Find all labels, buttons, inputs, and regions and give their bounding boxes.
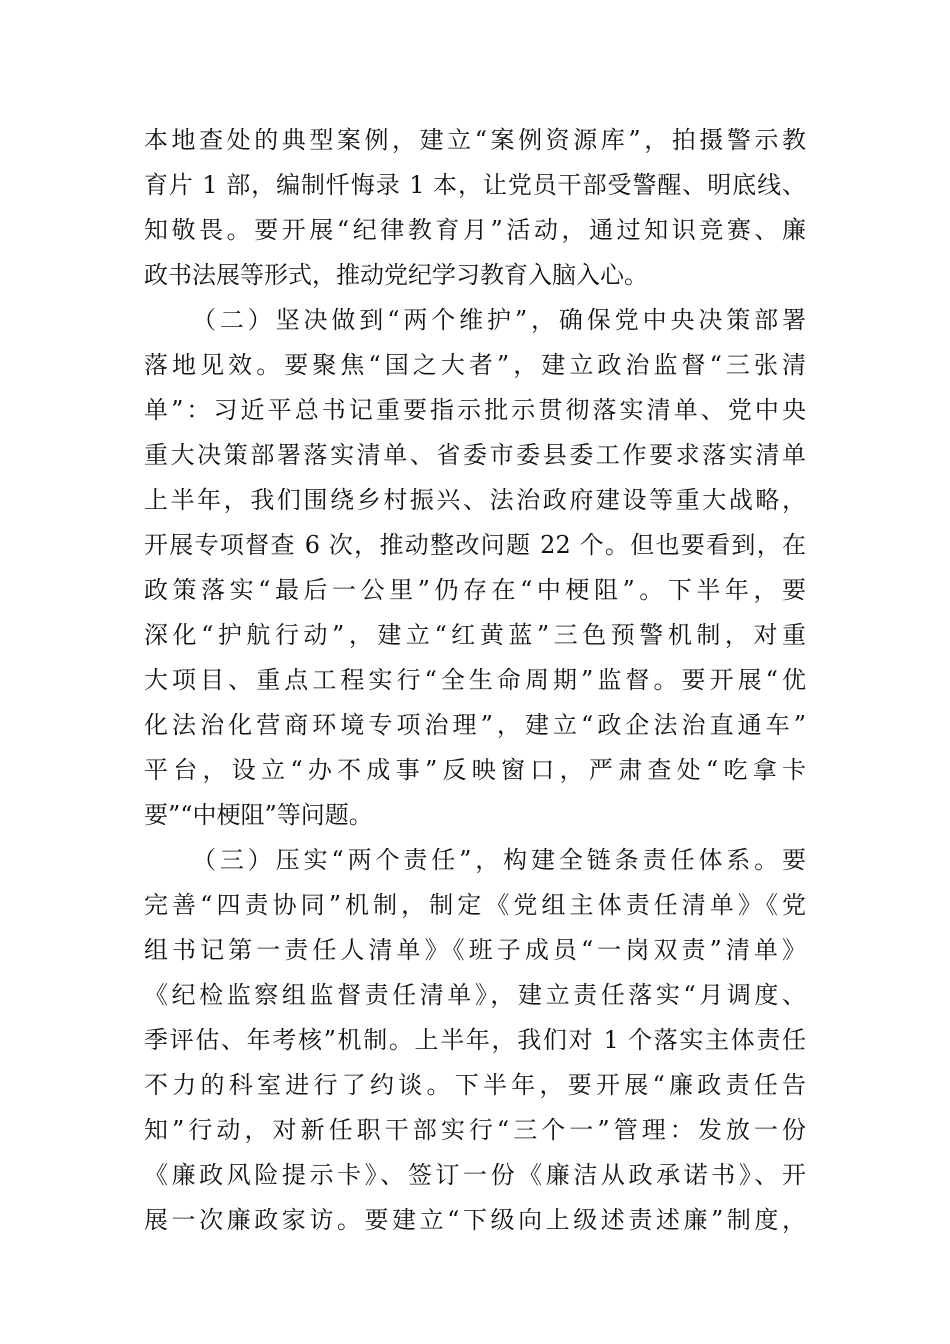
text-line-12: 深化“护航行动”，建立“红黄蓝”三色预警机制，对重 xyxy=(144,621,806,649)
text-line-13: 大项目、重点工程实行“全生命周期”监督。要开展“优 xyxy=(144,666,806,694)
section-heading-3: （三）压实“两个责任”，构建全链条责任体系。要 xyxy=(192,846,806,874)
text-line-3: 知敬畏。要开展“纪律教育月”活动，通过知识竞赛、廉 xyxy=(144,216,806,244)
text-line-6: 落地见效。要聚焦“国之大者”，建立政治监督“三张清 xyxy=(144,351,806,379)
body-text xyxy=(144,118,806,1243)
text-line-22: 不力的科室进行了约谈。下半年，要开展“廉政责任告 xyxy=(144,1071,806,1099)
text-line-1: 本地查处的典型案例，建立“案例资源库”，拍摄警示教 xyxy=(144,126,806,154)
text-line-20: 《纪检监察组监督责任清单》，建立责任落实“月调度、 xyxy=(144,981,806,1009)
text-line-16: 要”“中梗阻”等问题。 xyxy=(144,801,373,829)
text-line-21: 季评估、年考核”机制。上半年，我们对 1 个落实主体责任 xyxy=(144,1026,806,1054)
text-line-2: 育片 1 部，编制忏悔录 1 本，让党员干部受警醒、明底线、 xyxy=(144,171,806,199)
text-line-15: 平台，设立“办不成事”反映窗口，严肃查处“吃拿卡 xyxy=(144,756,806,784)
text-line-25: 展一次廉政家访。要建立“下级向上级述责述廉”制度， xyxy=(144,1206,806,1234)
text-line-18: 完善“四责协同”机制，制定《党组主体责任清单》《党 xyxy=(144,891,806,919)
text-line-9: 上半年，我们围绕乡村振兴、法治政府建设等重大战略， xyxy=(144,486,806,514)
text-line-8: 重大决策部署落实清单、省委市委县委工作要求落实清单 xyxy=(144,441,806,469)
section-heading-2: （二）坚决做到“两个维护”，确保党中央决策部署 xyxy=(192,306,806,334)
text-line-4: 政书法展等形式，推动党纪学习教育入脑入心。 xyxy=(144,261,648,289)
text-line-19: 组书记第一责任人清单》《班子成员“一岗双责”清单》 xyxy=(144,936,806,964)
text-line-10: 开展专项督查 6 次，推动整改问题 22 个。但也要看到，在 xyxy=(144,531,806,559)
text-line-23: 知”行动，对新任职干部实行“三个一”管理：发放一份 xyxy=(144,1116,806,1144)
text-line-14: 化法治化营商环境专项治理”，建立“政企法治直通车” xyxy=(144,711,806,739)
text-line-24: 《廉政风险提示卡》、签订一份《廉洁从政承诺书》、开 xyxy=(144,1161,806,1189)
text-line-7: 单”：习近平总书记重要指示批示贯彻落实清单、党中央 xyxy=(144,396,806,424)
text-line-11: 政策落实“最后一公里”仍存在“中梗阻”。下半年，要 xyxy=(144,576,806,604)
